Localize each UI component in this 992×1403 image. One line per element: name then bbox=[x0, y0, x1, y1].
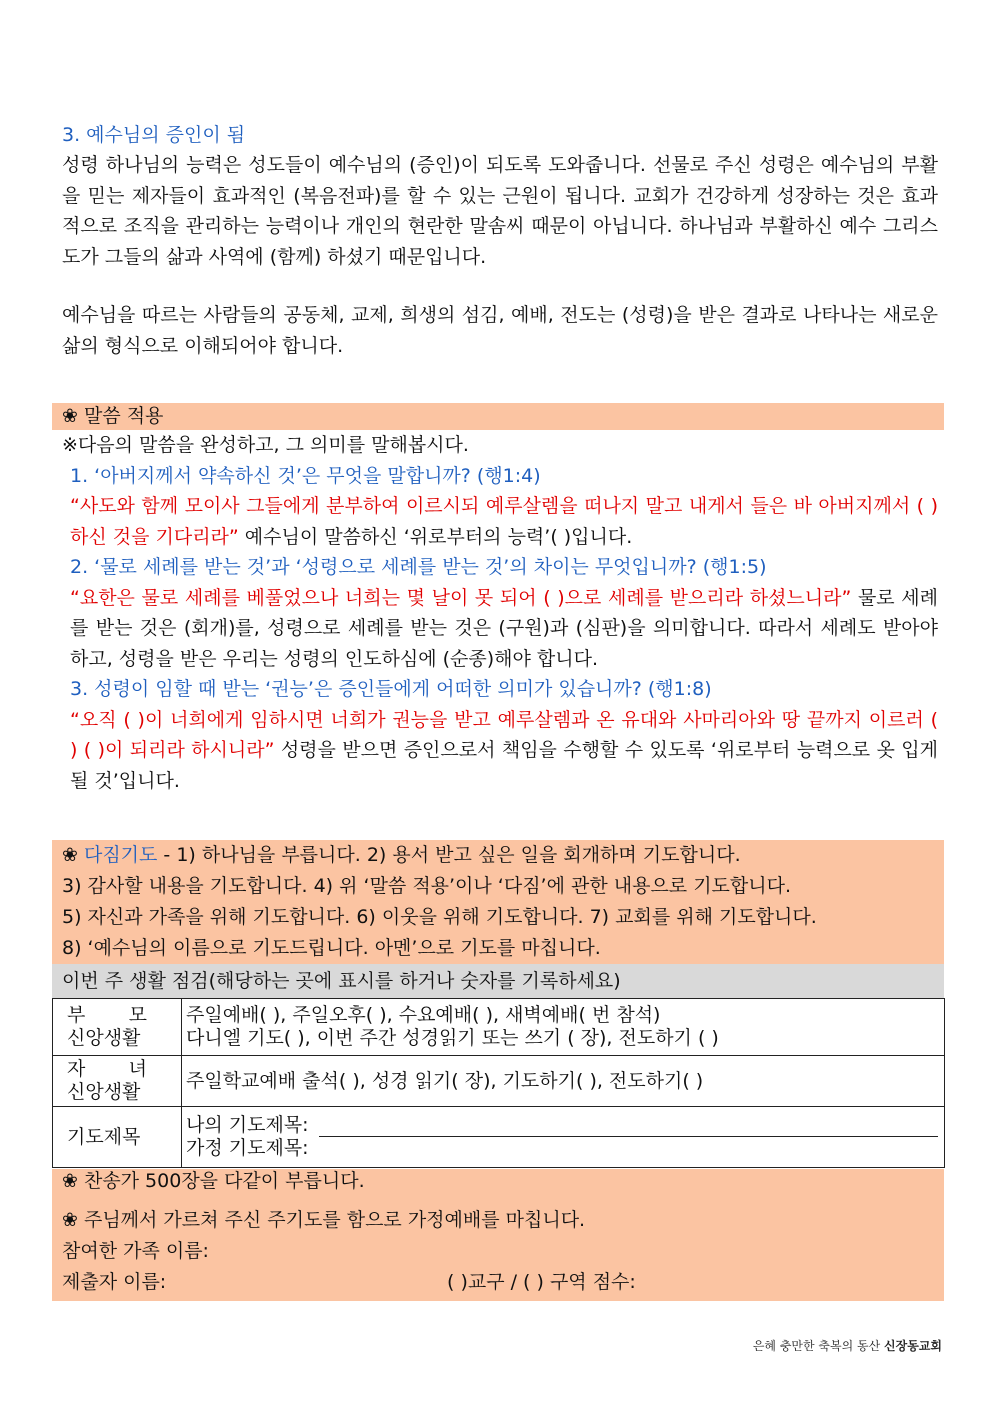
q3-verse: “오직 ( )이 너희에게 임하시면 너희가 권능을 받고 예루살렘과 온 유대와 사마리아와 땅 끝까지 이르러 ( ) ( )이 되리라 하시니라” bbox=[70, 708, 938, 761]
checklist-row-children bbox=[53, 1056, 945, 1107]
children-label-a2: 녀 bbox=[128, 1058, 147, 1080]
apply-title: ❀ 말씀 적용 bbox=[62, 405, 164, 427]
section3-body: 성령 하나님의 능력은 성도들이 예수님의 (증인)이 되도록 도와줍니다. 선물로 주신 성령은 예수님의 부활을 믿는 제자들이 효과적인 (복음전파)를 할 수 있는 근원이 됩니다. 교회가 건강하게 성장하는 것은 효과적으로 조직을 관리하는 능력이나 개인의 현란한 말솜씨 때문이 아닙니다. 하나님과 부활하신 예수 그리스도가 그들의 삶과 사역에 (함께) 하셨기 때문입니다. bbox=[62, 154, 938, 268]
footer bbox=[753, 1337, 942, 1354]
submitter-line bbox=[62, 1267, 938, 1298]
prayer-line4: 8) ‘예수님의 이름으로 기도드립니다. 아멘’으로 기도를 마칩니다. bbox=[62, 937, 601, 959]
apply-header-band bbox=[52, 403, 944, 430]
prayer-topic-label: 기도제목 bbox=[53, 1107, 182, 1168]
ending-section bbox=[62, 1166, 938, 1298]
children-label bbox=[53, 1056, 182, 1107]
q3-answer bbox=[62, 705, 938, 797]
q3-comment: 성령을 받으면 증인으로서 책임을 수행할 수 있도록 ‘위로부터 능력으로 옷 입게 될 것’입니다. bbox=[70, 739, 938, 792]
q1-verse: “사도와 함께 모이사 그들에게 분부하여 이르시되 예루살렘을 떠나지 말고 내게서 들은 바 아버지께서 ( )하신 것을 기다리라” bbox=[70, 495, 938, 548]
district-score: ( )교구 / ( ) 구역 점수: bbox=[447, 1271, 636, 1293]
footer-slogan: 은혜 충만한 축복의 동산 bbox=[752, 1339, 885, 1353]
q3-question: 3. 성령이 임할 때 받는 ‘권능’은 증인들에게 어떠한 의미가 있습니까? (행1:8) bbox=[70, 678, 712, 700]
prayer-line3: 5) 자신과 가족을 위해 기도합니다. 6) 이웃을 위해 기도합니다. 7) 교회를 위해 기도합니다. bbox=[62, 906, 817, 928]
section3-title: 3. 예수님의 증인이 됨 bbox=[62, 124, 246, 146]
prayer-lead: ❀ bbox=[62, 844, 84, 866]
apply-intro: ※다음의 말씀을 완성하고, 그 의미를 말해봅시다. bbox=[62, 434, 469, 456]
checklist-table bbox=[52, 998, 945, 1168]
prayer-section bbox=[62, 840, 938, 964]
q1-comment: 예수님이 말씀하신 ‘위로부터의 능력’( )입니다. bbox=[238, 525, 633, 548]
prayer-line1 bbox=[62, 840, 938, 871]
my-prayer-label: 나의 기도제목: bbox=[186, 1114, 309, 1136]
parents-line2[interactable]: 다니엘 기도( ), 이번 주간 성경읽기 또는 쓰기 ( 장), 전도하기 ( ) bbox=[186, 1027, 719, 1049]
parents-line1[interactable]: 주일예배( ), 주일오후( ), 수요예배( ), 새벽예배( 번 참석) bbox=[186, 1004, 661, 1026]
parents-label-a2: 모 bbox=[128, 1004, 147, 1026]
apply-body bbox=[62, 430, 938, 796]
children-label-a1: 자 bbox=[67, 1058, 86, 1080]
checklist-row-prayer bbox=[53, 1107, 945, 1168]
hymn-line: ❀ 찬송가 500장을 다같이 부릅니다. bbox=[62, 1170, 365, 1192]
lords-prayer-line: ❀ 주님께서 가르쳐 주신 주기도를 함으로 가정예배를 마칩니다. bbox=[62, 1209, 586, 1231]
prayer-text1: - 1) 하나님을 부릅니다. 2) 용서 받고 싶은 일을 회개하며 기도합니다. bbox=[157, 844, 741, 866]
children-values[interactable] bbox=[182, 1056, 945, 1107]
parents-values[interactable] bbox=[182, 999, 945, 1056]
q1-question: 1. ‘아버지께서 약속하신 것’은 무엇을 말합니까? (행1:4) bbox=[70, 464, 541, 487]
children-label-b: 신앙생활 bbox=[67, 1081, 141, 1103]
parents-label-b: 신앙생활 bbox=[67, 1027, 141, 1049]
parents-label-a1: 부 bbox=[67, 1004, 86, 1026]
prayer-line2: 3) 감사할 내용을 기도합니다. 4) 위 ‘말씀 적용’이나 ‘다짐’에 관한 내용으로 기도합니다. bbox=[62, 875, 792, 897]
q2-answer bbox=[62, 583, 938, 675]
checklist-title: 이번 주 생활 점검(해당하는 곳에 표시를 하거나 숫자를 기록하세요) bbox=[62, 970, 621, 992]
section3-body2: 예수님을 따르는 사람들의 공동체, 교제, 희생의 섬김, 예배, 전도는 (성령)을 받은 결과로 나타나는 새로운 삶의 형식으로 이해되어야 합니다. bbox=[62, 304, 938, 357]
family-names-line: 참여한 가족 이름: bbox=[62, 1240, 209, 1262]
footer-church: 신장동교회 bbox=[884, 1339, 942, 1353]
my-prayer-field[interactable] bbox=[319, 1122, 938, 1137]
q2-comment: 물로 세례를 받는 것은 (회개)를, 성령으로 세례를 받는 것은 (구원)과 (심판)을 의미합니다. 따라서 세례도 받아야 하고, 성령을 받은 우리는 성령의 인도하심에 (순종)해야 합니다. bbox=[70, 586, 938, 670]
prayer-topic-values[interactable] bbox=[182, 1107, 945, 1168]
prayer-label: 다짐기도 bbox=[83, 844, 158, 866]
submitter-label: 제출자 이름: bbox=[62, 1271, 167, 1293]
parents-label bbox=[53, 999, 182, 1056]
checklist-row-parents bbox=[53, 999, 945, 1056]
children-line1[interactable]: 주일학교예배 출석( ), 성경 읽기( 장), 기도하기( ), 전도하기( ) bbox=[186, 1069, 704, 1092]
q2-question: 2. ‘물로 세례를 받는 것’과 ‘성령으로 세례를 받는 것’의 차이는 무엇입니까? (행1:5) bbox=[70, 556, 767, 578]
q1-answer bbox=[62, 491, 938, 552]
q2-verse: “요한은 물로 세례를 베풀었으나 너희는 몇 날이 못 되어 ( )으로 세례를 받으리라 하셨느니라” bbox=[70, 586, 852, 609]
family-prayer-label: 가정 기도제목: bbox=[186, 1137, 309, 1159]
